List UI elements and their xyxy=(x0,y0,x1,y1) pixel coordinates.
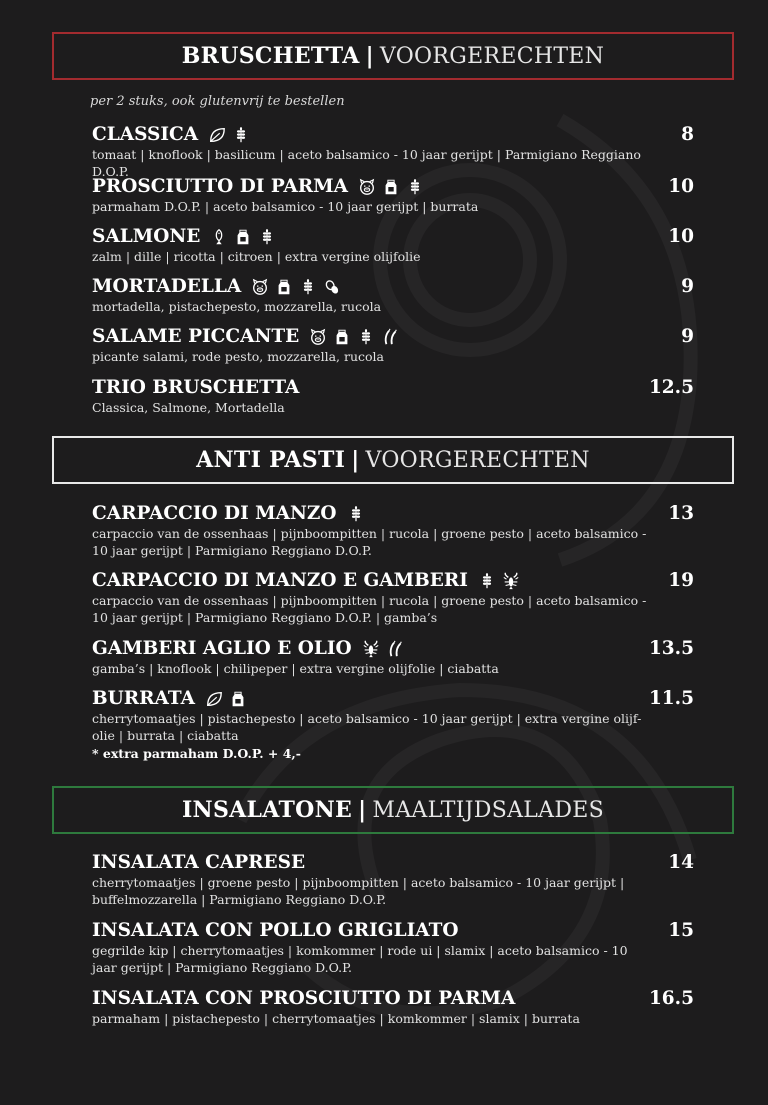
menu-item xyxy=(92,988,694,1027)
item-name: MORTADELLA xyxy=(92,276,242,297)
allergen-icons xyxy=(362,640,404,658)
item-name: GAMBERI AGLIO E OLIO xyxy=(92,638,352,659)
item-price: 10 xyxy=(668,226,694,247)
section-title: INSALATONE xyxy=(181,797,353,823)
item-name: CARPACCIO DI MANZO E GAMBERI xyxy=(92,570,468,591)
item-description: tomaat | knoflook | basilicum | aceto balsamico - 10 jaar gerijpt | Parmigiano Reggiano D.O.P. xyxy=(92,147,641,179)
allergen-icons xyxy=(210,228,276,246)
milk-icon xyxy=(382,178,400,196)
item-price: 11.5 xyxy=(648,688,694,709)
menu-item xyxy=(92,688,694,744)
item-title-row xyxy=(92,688,694,710)
item-title-row xyxy=(92,176,694,198)
menu-item xyxy=(92,226,694,265)
nut-icon xyxy=(323,278,341,296)
item-title-row xyxy=(92,226,694,248)
item-price: 9 xyxy=(681,326,694,347)
item-price: 13 xyxy=(668,503,694,524)
item-description: parmaham | pistachepesto | cherrytomaatjes | komkommer | slamix | burrata xyxy=(92,1011,580,1026)
item-title-row xyxy=(92,377,694,399)
item-title-row xyxy=(92,638,694,660)
allergen-icons xyxy=(358,178,424,196)
section-header-anti-pasti xyxy=(52,436,734,484)
wheat-icon xyxy=(357,328,375,346)
section-subtitle: VOORGERECHTEN xyxy=(379,43,605,69)
leaf-icon xyxy=(208,126,226,144)
item-name: PROSCIUTTO DI PARMA xyxy=(92,176,348,197)
item-title-row xyxy=(92,570,694,592)
item-description: picante salami, rode pesto, mozzarella, rucola xyxy=(92,349,384,364)
milk-icon xyxy=(234,228,252,246)
item-description: zalm | dille | ricotta | citroen | extra vergine olijfolie xyxy=(92,249,421,264)
item-description: carpaccio van de ossenhaas | pijnboompitten | rucola | groene pesto | aceto balsamico - 10 jaar gerijpt | Parmigiano Reggiano D.O.P. xyxy=(92,526,647,558)
item-name: TRIO BRUSCHETTA xyxy=(92,377,300,398)
chili-icon xyxy=(381,328,399,346)
item-name: INSALATA CON PROSCIUTTO DI PARMA xyxy=(92,988,516,1009)
menu-item xyxy=(92,920,694,976)
menu-item xyxy=(92,326,694,365)
section-header-insalatone xyxy=(52,786,734,834)
item-name: BURRATA xyxy=(92,688,195,709)
menu-item xyxy=(92,638,694,677)
section-separator: | xyxy=(351,447,360,473)
item-name: INSALATA CAPRESE xyxy=(92,852,306,873)
item-description: mortadella, pistachepesto, mozzarella, rucola xyxy=(92,299,382,314)
menu-item xyxy=(92,570,694,626)
item-price: 12.5 xyxy=(648,377,694,398)
menu-item xyxy=(92,377,694,416)
milk-icon xyxy=(275,278,293,296)
wheat-icon xyxy=(299,278,317,296)
section-title: ANTI PASTI xyxy=(196,447,346,473)
item-title-row xyxy=(92,988,694,1010)
menu-item xyxy=(92,503,694,559)
item-name: INSALATA CON POLLO GRIGLIATO xyxy=(92,920,459,941)
section-subtitle: VOORGERECHTEN xyxy=(365,447,590,473)
leaf-icon xyxy=(205,690,223,708)
item-description: Classica, Salmone, Mortadella xyxy=(92,400,285,415)
section-title: BRUSCHETTA xyxy=(181,43,360,69)
menu-item xyxy=(92,276,694,315)
wheat-icon xyxy=(347,505,365,523)
item-price: 16.5 xyxy=(648,988,694,1009)
section-note: per 2 stuks, ook glutenvrij te bestellen xyxy=(90,94,345,109)
item-price: 19 xyxy=(668,570,694,591)
item-name: CLASSICA xyxy=(92,124,199,145)
wheat-icon xyxy=(258,228,276,246)
item-title-row xyxy=(92,124,694,146)
item-description: carpaccio van de ossenhaas | pijnboompitten | rucola | groene pesto | aceto balsamico - 10 jaar gerijpt | Parmigiano Reggiano D.O.P. | gamba’s xyxy=(92,593,647,625)
allergen-icons xyxy=(478,572,520,590)
item-description: cherrytomaatjes | groene pesto | pijnboompitten | aceto balsamico - 10 jaar gerijpt | buffelmozzarella | Parmigiano Reggiano D.O.P. xyxy=(92,875,625,907)
section-separator: | xyxy=(358,797,367,823)
wheat-icon xyxy=(406,178,424,196)
item-description: gamba’s | knoflook | chilipeper | extra vergine olijfolie | ciabatta xyxy=(92,661,499,676)
menu-item xyxy=(92,852,694,908)
fish-icon xyxy=(210,228,228,246)
item-title-row xyxy=(92,852,694,874)
extra-note: * extra parmaham D.O.P. + 4,- xyxy=(92,746,301,761)
section-separator: | xyxy=(365,43,374,69)
wheat-icon xyxy=(232,126,250,144)
allergen-icons xyxy=(205,690,247,708)
allergen-icons xyxy=(208,126,250,144)
milk-icon xyxy=(333,328,351,346)
lobster-icon xyxy=(362,640,380,658)
allergen-icons xyxy=(251,278,341,296)
item-price: 10 xyxy=(668,176,694,197)
item-title-row xyxy=(92,326,694,348)
item-name: SALMONE xyxy=(92,226,201,247)
item-description: gegrilde kip | cherrytomaatjes | komkommer | rode ui | slamix | aceto balsamico - 10 jaar gerijpt | Parmigiano Reggiano D.O.P. xyxy=(92,943,628,975)
pig-icon xyxy=(251,278,269,296)
section-header-bruschetta xyxy=(52,32,734,80)
pig-icon xyxy=(309,328,327,346)
item-name: CARPACCIO DI MANZO xyxy=(92,503,337,524)
chili-icon xyxy=(386,640,404,658)
allergen-icons xyxy=(309,328,399,346)
item-title-row xyxy=(92,920,694,942)
item-price: 14 xyxy=(668,852,694,873)
item-price: 9 xyxy=(681,276,694,297)
item-price: 8 xyxy=(681,124,694,145)
allergen-icons xyxy=(347,505,365,523)
item-price: 13.5 xyxy=(648,638,694,659)
milk-icon xyxy=(229,690,247,708)
item-name: SALAME PICCANTE xyxy=(92,326,300,347)
lobster-icon xyxy=(502,572,520,590)
item-description: cherrytomaatjes | pistachepesto | aceto balsamico - 10 jaar gerijpt | extra vergine olijf-olie | burrata | ciabatta xyxy=(92,711,642,743)
item-price: 15 xyxy=(668,920,694,941)
wheat-icon xyxy=(478,572,496,590)
section-subtitle: MAALTIJDSALADES xyxy=(372,797,605,823)
menu-item xyxy=(92,124,694,180)
menu-item xyxy=(92,176,694,215)
item-title-row xyxy=(92,276,694,298)
pig-icon xyxy=(358,178,376,196)
item-title-row xyxy=(92,503,694,525)
item-description: parmaham D.O.P. | aceto balsamico - 10 jaar gerijpt | burrata xyxy=(92,199,479,214)
